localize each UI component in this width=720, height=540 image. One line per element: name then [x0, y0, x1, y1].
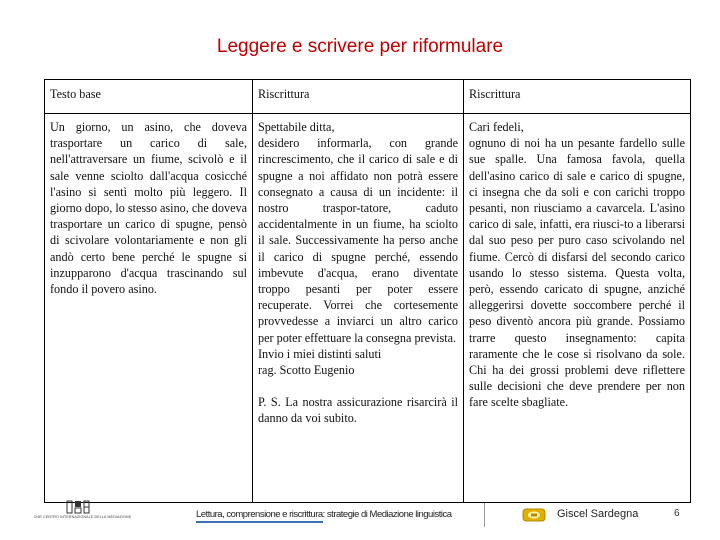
cnr-logo-icon — [66, 500, 90, 514]
cell-riscrittura-lettera — [253, 114, 464, 503]
footer-divider — [484, 503, 485, 527]
cnr-logo — [30, 500, 135, 524]
cnr-logo-caption: CNR CENTRO INTERNAZIONALE DELLA MEDIAZIONE — [33, 515, 132, 519]
testo-base-text: Un giorno, un asino, che doveva trasportare un carico di sale, nell'attraversare un fiume, scivolò e il sale venne sciolto dall'acqua cosicché l'asino si sentì molto più leggero. Il giorno dopo, lo stesso asino, che doveva trasportare un carico di spugne, pensò di scivolare volontariamente e non gli andò certo bene perché le spugne si inzupparono d'acqua trascinando sul fondo il povero asino. — [50, 120, 247, 297]
slide-title: Leggere e scrivere per riformulare — [216, 36, 504, 57]
letter-salutation: Spettabile ditta, — [258, 120, 335, 134]
letter-signature: rag. Scotto Eugenio — [258, 363, 355, 378]
letter-closing: Invio i miei distinti saluti — [258, 346, 382, 361]
header-riscrittura-1: Riscrittura — [253, 80, 464, 114]
slide-footer — [0, 500, 720, 530]
page-number: 6 — [674, 508, 680, 519]
sermon-salutation: Cari fedeli, — [469, 120, 524, 134]
sermon-body: ognuno di noi ha un pesante fardello sulle sue spalle. Una famosa favola, quella dell'asino carico di sale e carico di spugne, ci insegna che da soli e con carichi troppo pesanti, non riusciamo a cavarcela. L'asino carico di sale, infatti, era riusci-to a liberarsi dal suo peso per puro caso scivolando nel fiume. Cercò di disfarsi del secondo carico usando lo stesso sistema. Questa volta, però, essendo caricato di spugne, anziché alleggerirsi dovette soccombere perché il peso diventò ancora più grande. Possiamo trarre questo insegnamento: capita raramente che le cose si risolvano da sole. Chi ha dei grossi problemi deve riflettere sulle decisioni che deve prendere per non fare scelte sbagliate. — [469, 136, 685, 410]
letter-body: desidero informarla, con grande rincrescimento, che il carico di sale e di spugne a noi affidato non potrà essere consegnato a causa di un incidente: il nostro traspor-tatore, caduto accidentalmente in un fiume, ha sciolto il sale. Successivamente ha perso anche il carico di spugne perché, essendo imbevute d'acqua, erano diventate troppo pesanti per poter essere recuperate. Vorrei che cortesemente provvedesse a inviarci un altro carico per poter effettuare la consegna prevista. — [258, 136, 458, 345]
table-body-row — [45, 114, 691, 503]
comparison-table — [44, 79, 691, 503]
letter-ps: P. S. La nostra assicurazione risarcirà il danno da voi subito. — [258, 395, 458, 426]
header-testo-base: Testo base — [45, 80, 253, 114]
footer-brand: Giscel Sardegna — [557, 508, 639, 520]
header-riscrittura-2: Riscrittura — [464, 80, 691, 114]
footer-course-title-rest: : strategie di Mediazione linguistica — [322, 509, 452, 520]
table-header-row — [45, 80, 691, 114]
footer-course-title-highlight: Lettura, comprensione e riscrittura — [196, 509, 323, 523]
cell-testo-base — [45, 114, 253, 503]
giscel-logo-icon — [522, 507, 546, 523]
cell-riscrittura-predica — [464, 114, 691, 503]
footer-course-title — [196, 509, 452, 520]
